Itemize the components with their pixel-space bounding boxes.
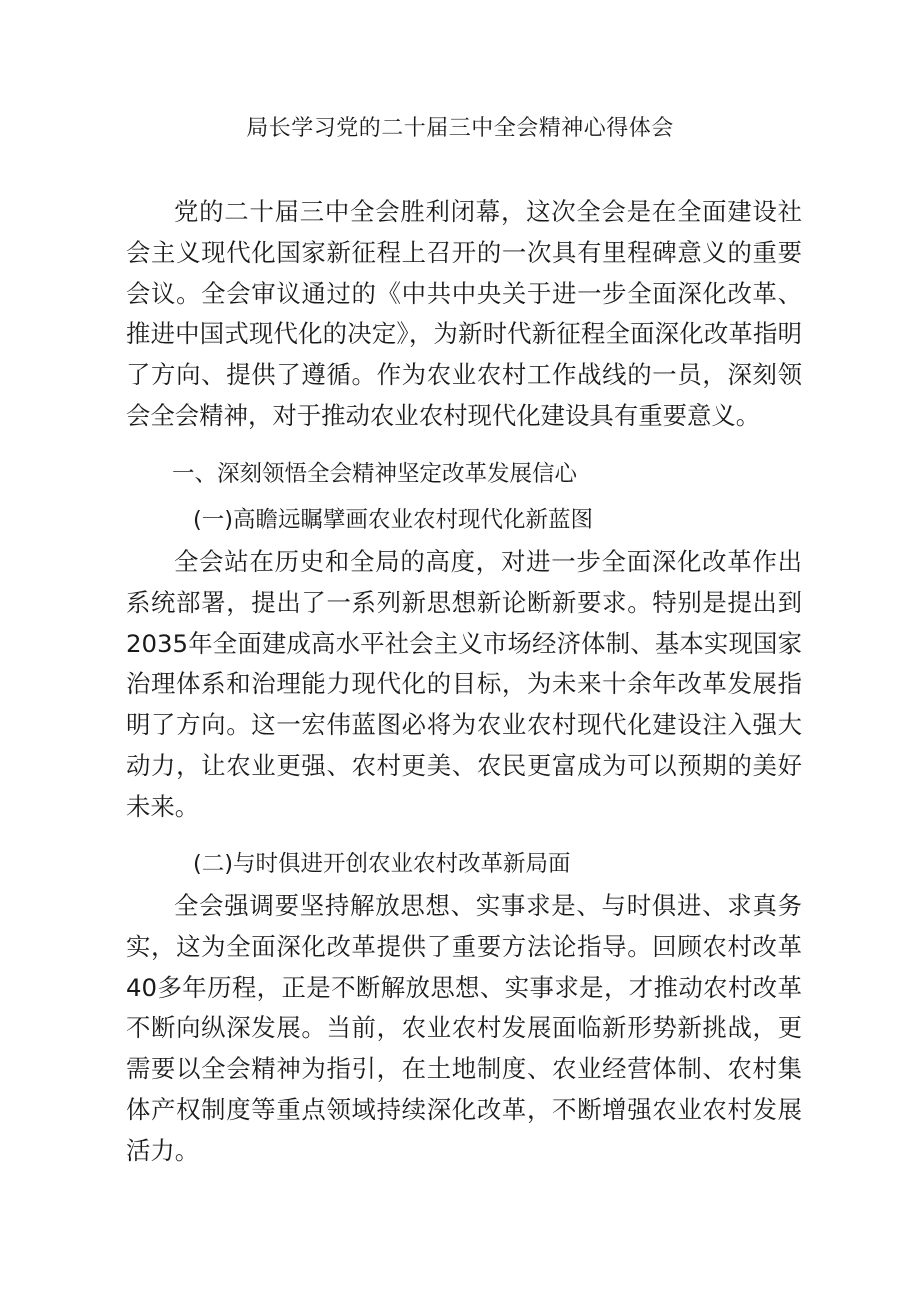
intro-paragraph: 党的二十届三中全会胜利闭幕，这次全会是在全面建设社会主义现代化国家新征程上召开的一次具有里程碑意义的重要会议。全会审议通过的《中共中央关于进一步全面深化改革、推进中国式现代化的决定》，为新时代新征程全面深化改革指明了方向、提供了遵循。作为农业农村工作战线的一员，深刻领会全会精神，对于推动农业农村现代化建设具有重要意义。 (126, 197, 802, 430)
document-title: 局长学习党的二十届三中全会精神心得体会 (246, 116, 674, 141)
section-1-heading: 一、深刻领悟全会精神坚定改革发展信心 (172, 461, 578, 487)
subsection-2-heading: (二)与时俱进开创农业农村改革新局面 (193, 851, 571, 877)
subsection-1-body: 全会站在历史和全局的高度，对进一步全面深化改革作出系统部署，提出了一系列新思想新论断新要求。特别是提出到2035年全面建成高水平社会主义市场经济体制、基本实现国家治理体系和治理能力现代化的目标，为未来十余年改革发展指明了方向。这一宏伟蓝图必将为农业农村现代化建设注入强大动力，让农业更强、农村更美、农民更富成为可以预期的美好未来。 (126, 547, 802, 821)
subsection-1-heading: (一)高瞻远瞩擘画农业农村现代化新蓝图 (193, 507, 594, 533)
subsection-2-body: 全会强调要坚持解放思想、实事求是、与时俱进、求真务实，这为全面深化改革提供了重要方法论指导。回顾农村改革40多年历程，正是不断解放思想、实事求是，才推动农村改革不断向纵深发展。当前，农业农村发展面临新形势新挑战，更需要以全会精神为指引，在土地制度、农业经营体制、农村集体产权制度等重点领域持续深化改革，不断增强农业农村发展活力。 (126, 891, 802, 1165)
